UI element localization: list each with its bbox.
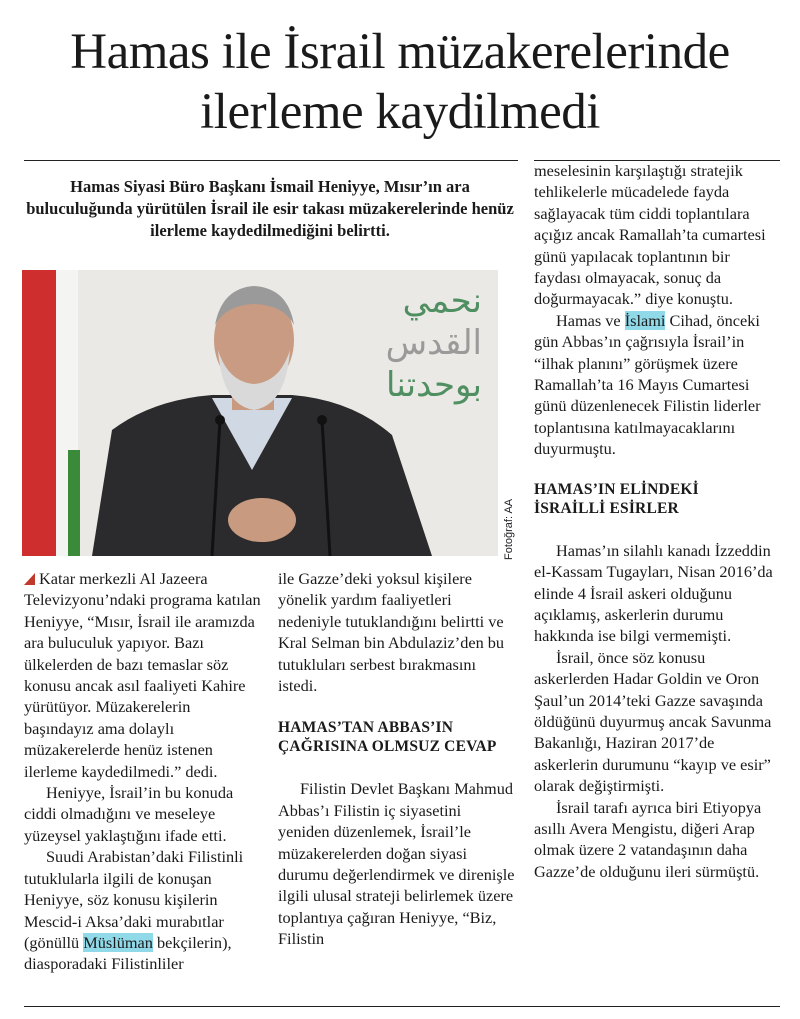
headline-line-1: Hamas ile İsrail müzakerelerinde — [70, 24, 730, 80]
top-rule-left — [24, 160, 518, 161]
col1-paragraph-1: Katar merkezli Al Jazeera Televizyonu’ndaki programa katılan Heniyye, “Mısır, İsrail ile aramızda ara buluculuk yapıyor. Bazı ülkelerden de bazı temaslar söz konusu ancak asıl faaliyeti Kahire yürütüyor. Müzakerelerin başındayız ama dolaylı müzakerelerde henüz istenen ilerleme kaydedilmedi.” dedi. — [24, 569, 261, 781]
headline — [0, 22, 800, 142]
col3-paragraph-5: İsrail tarafı ayrıca biri Etiyopya asıllı Avera Mengistu, diğeri Arap olmak üzere 2 vatandaşının daha Gazze’de olduğunu ileri sürmüştü. — [534, 797, 762, 881]
article-photo — [22, 270, 498, 556]
column-2 — [278, 568, 516, 950]
svg-text:نحمي: نحمي — [402, 281, 482, 321]
col2-paragraph-1: ile Gazze’deki yoksul kişilere yönelik yardım faaliyetleri nedeniyle tutuklandığını belirtti ve Kral Selman bin Abdulaziz’den bu tutukluları serbest bırakmasını istedi. — [278, 569, 505, 696]
col3-paragraph-2: Hamas ve İslami Cihad, önceki gün Abbas’ın çağrısıyla İsrail’in “ilhak planını” görüşmek üzere Ramallah’ta 16 Mayıs Cumartesi günü düzenlenecek Filistin liderler toplantısına katılmayacaklarını duyurmuştu. — [534, 310, 761, 459]
highlight-islami: İslami — [624, 310, 666, 330]
column-1 — [24, 568, 262, 975]
col3-paragraph-1: meselesinin karşılaştığı stratejik tehlikelerle mücadelede fayda sağlayacak tüm ciddi toplantılara açığız ancak Ramallah’ta cumartesi günü yapılacak toplantının bir faydası olmayacak, sonuç da doğurmayacak.” diye konuştu. — [534, 161, 766, 309]
col1-paragraph-3: Suudi Arabistan’daki Filistinli tutuklularla ilgili de konuşan Heniyye, söz konusu kişilerin Mescid-i Aksa’daki murabıtlar (gönüllü Müslüman bekçilerin), diasporadaki Filistinliler — [24, 847, 244, 974]
col2-subhead: HAMAS’TAN ABBAS’IN ÇAĞRISINA OLMSUZ CEVAP — [278, 719, 497, 756]
flag-red-stripe — [22, 270, 56, 556]
bottom-rule — [24, 1006, 780, 1007]
red-triangle-marker — [24, 573, 35, 585]
headline-line-2: ilerleme kaydilmedi — [200, 84, 600, 140]
photo-credit: Fotoğraf: AA — [503, 498, 515, 560]
col1-paragraph-2: Heniyye, İsrail’in bu konuda ciddi olmadığını ve meseleye yüzeysel yaklaştığını ifade etti. — [24, 783, 234, 845]
lede: Hamas Siyasi Büro Başkanı İsmail Heniyye, Mısır’ın ara buluculuğunda yürütülen İsrail ile esir takası müzakerelerinde henüz ilerleme kaydedilmediğini belirtti. — [26, 177, 514, 240]
col3-paragraph-3: Hamas’ın silahlı kanadı İzzeddin el-Kassam Tugayları, Nisan 2016’da elinde 4 İsrail askeri olduğunu açıklamış, askerlerin durumu hakkında ise bilgi vermemişti. — [534, 540, 773, 646]
col3-paragraph-4: İsrail, önce söz konusu askerlerden Hadar Goldin ve Oron Şaul’un 2014’teki Gazze savaşında öldüğünü duyurmuş ancak Savunma Bakanlığı, Haziran 2017’de askerlerin durumunu “kayıp ve esir” olarak değiştirmişti. — [534, 647, 772, 796]
photo-illustration — [22, 270, 498, 556]
col2-paragraph-2: Filistin Devlet Başkanı Mahmud Abbas’ı Filistin iç siyasetini yeniden düzenlemek, İsrail’le müzakerelerden doğan siyasi durumu değerlendirmek ve direnişle ilgili ulusal strateji belirlemek üzere toplantıya çağıran Heniyye, “Biz, Filistin — [278, 779, 515, 949]
column-3 — [534, 160, 774, 882]
highlight-muslim: Müslüman — [83, 932, 153, 952]
svg-text:القدس: القدس — [385, 323, 482, 363]
col3-subhead: HAMAS’IN ELİNDEKİ İSRAİLLİ ESİRLER — [534, 480, 699, 517]
svg-text:بوحدتنا: بوحدتنا — [386, 365, 482, 405]
